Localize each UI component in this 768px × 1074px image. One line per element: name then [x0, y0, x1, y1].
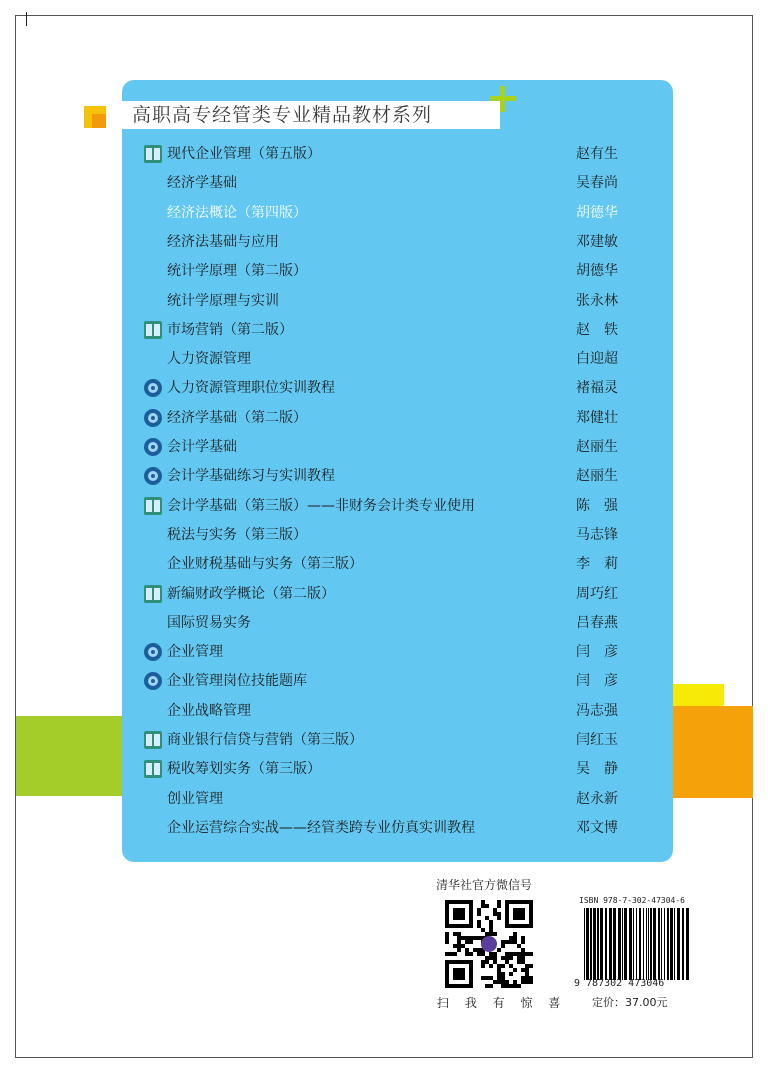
wechat-qr-code[interactable] [445, 900, 533, 988]
book-row [140, 609, 630, 638]
book-title: 人力资源管理 [167, 351, 251, 368]
disc-icon [144, 409, 162, 427]
isbn-text: ISBN 978-7-302-47304-6 [579, 896, 685, 905]
book-row [140, 697, 630, 726]
book-author: 赵有生 [576, 146, 618, 162]
book-author: 邓文博 [576, 819, 618, 836]
book-row [140, 462, 630, 491]
book-row [140, 785, 630, 814]
book-row [140, 521, 630, 550]
book-author: 吴 静 [576, 761, 618, 778]
header-square-accent [92, 114, 106, 128]
book-row [140, 316, 630, 345]
plus-icon-vertical [500, 86, 505, 112]
book-title: 企业管理岗位技能题库 [167, 673, 307, 690]
book-row [140, 228, 630, 257]
book-icon [144, 760, 162, 778]
book-author: 郑健壮 [576, 409, 618, 426]
book-title: 人力资源管理职位实训教程 [167, 380, 335, 397]
orange-band [660, 706, 753, 798]
book-title: 税收筹划实务（第三版） [167, 761, 321, 778]
price: 定价：37.00元 [592, 996, 668, 1009]
book-author: 冯志强 [576, 702, 618, 719]
disc-icon [144, 438, 162, 456]
book-author: 吕春燕 [576, 614, 618, 631]
book-row [140, 726, 630, 755]
book-author: 吴春尚 [576, 175, 618, 192]
book-author: 赵丽生 [576, 439, 618, 455]
book-icon [144, 585, 162, 603]
book-row [140, 345, 630, 374]
book-author: 马志锋 [576, 526, 618, 543]
book-row [140, 374, 630, 403]
book-author: 褚福灵 [576, 380, 618, 397]
book-title: 会计学基础（第三版）——非财务会计类专业使用 [167, 497, 475, 514]
book-author: 周巧红 [576, 585, 618, 602]
disc-icon [144, 643, 162, 661]
book-row [140, 667, 630, 696]
book-author: 闫红玉 [576, 732, 618, 748]
book-author: 胡德华 [576, 204, 618, 221]
book-row [140, 550, 630, 579]
book-author: 闫 彦 [576, 644, 618, 661]
book-title: 创业管理 [167, 790, 223, 807]
book-title: 企业战略管理 [167, 702, 251, 719]
book-row [140, 169, 630, 198]
book-row [140, 287, 630, 316]
book-title: 经济学基础（第二版） [167, 409, 307, 426]
book-row [140, 638, 630, 667]
book-icon [144, 145, 162, 163]
book-title: 税法与实务（第三版） [167, 526, 307, 543]
disc-icon [144, 379, 162, 397]
qr-footer: 扫 我 有 惊 喜 [437, 996, 567, 1010]
book-title: 企业管理 [167, 644, 223, 661]
book-title: 会计学基础 [167, 439, 237, 455]
book-author: 李 莉 [576, 556, 618, 573]
book-title: 企业运营综合实战——经管类跨专业仿真实训教程 [167, 819, 475, 836]
book-author: 陈 强 [576, 497, 618, 514]
book-author: 赵 轶 [576, 321, 618, 338]
disc-icon [144, 672, 162, 690]
crop-mark [26, 12, 27, 26]
book-title: 国际贸易实务 [167, 614, 251, 631]
book-author: 闫 彦 [576, 673, 618, 690]
barcode-number: 9 787302 473046 [574, 978, 665, 989]
book-row [140, 814, 630, 843]
book-row [140, 433, 630, 462]
book-row [140, 404, 630, 433]
barcode [582, 908, 690, 980]
book-author: 邓建敏 [576, 233, 618, 250]
book-author: 胡德华 [576, 263, 618, 280]
book-icon [144, 731, 162, 749]
book-author: 张永林 [576, 292, 618, 309]
book-title: 会计学基础练习与实训教程 [167, 468, 335, 485]
book-row [140, 257, 630, 286]
book-row [140, 199, 630, 228]
book-title: 统计学原理（第二版） [167, 263, 307, 280]
series-header [122, 101, 500, 129]
book-title: 企业财税基础与实务（第三版） [167, 556, 363, 573]
book-title: 经济法概论（第四版） [167, 204, 307, 221]
book-title: 商业银行信贷与营销（第三版） [167, 732, 363, 748]
series-title: 高职高专经管类专业精品教材系列 [132, 104, 433, 126]
book-author: 白迎超 [576, 351, 618, 368]
book-icon [144, 497, 162, 515]
green-band [16, 716, 126, 796]
book-icon [144, 321, 162, 339]
book-title: 市场营销（第二版） [167, 321, 293, 338]
book-row [140, 140, 630, 169]
book-title: 经济法基础与应用 [167, 233, 279, 250]
disc-icon [144, 467, 162, 485]
qr-caption: 清华社官方微信号 [436, 878, 533, 892]
book-title: 新编财政学概论（第二版） [167, 585, 335, 602]
book-title: 现代企业管理（第五版） [167, 146, 321, 162]
book-row [140, 492, 630, 521]
book-title: 统计学原理与实训 [167, 292, 279, 309]
book-author: 赵永新 [576, 790, 618, 807]
book-author: 赵丽生 [576, 468, 618, 485]
book-row [140, 755, 630, 784]
book-row [140, 580, 630, 609]
book-title: 经济学基础 [167, 175, 237, 192]
